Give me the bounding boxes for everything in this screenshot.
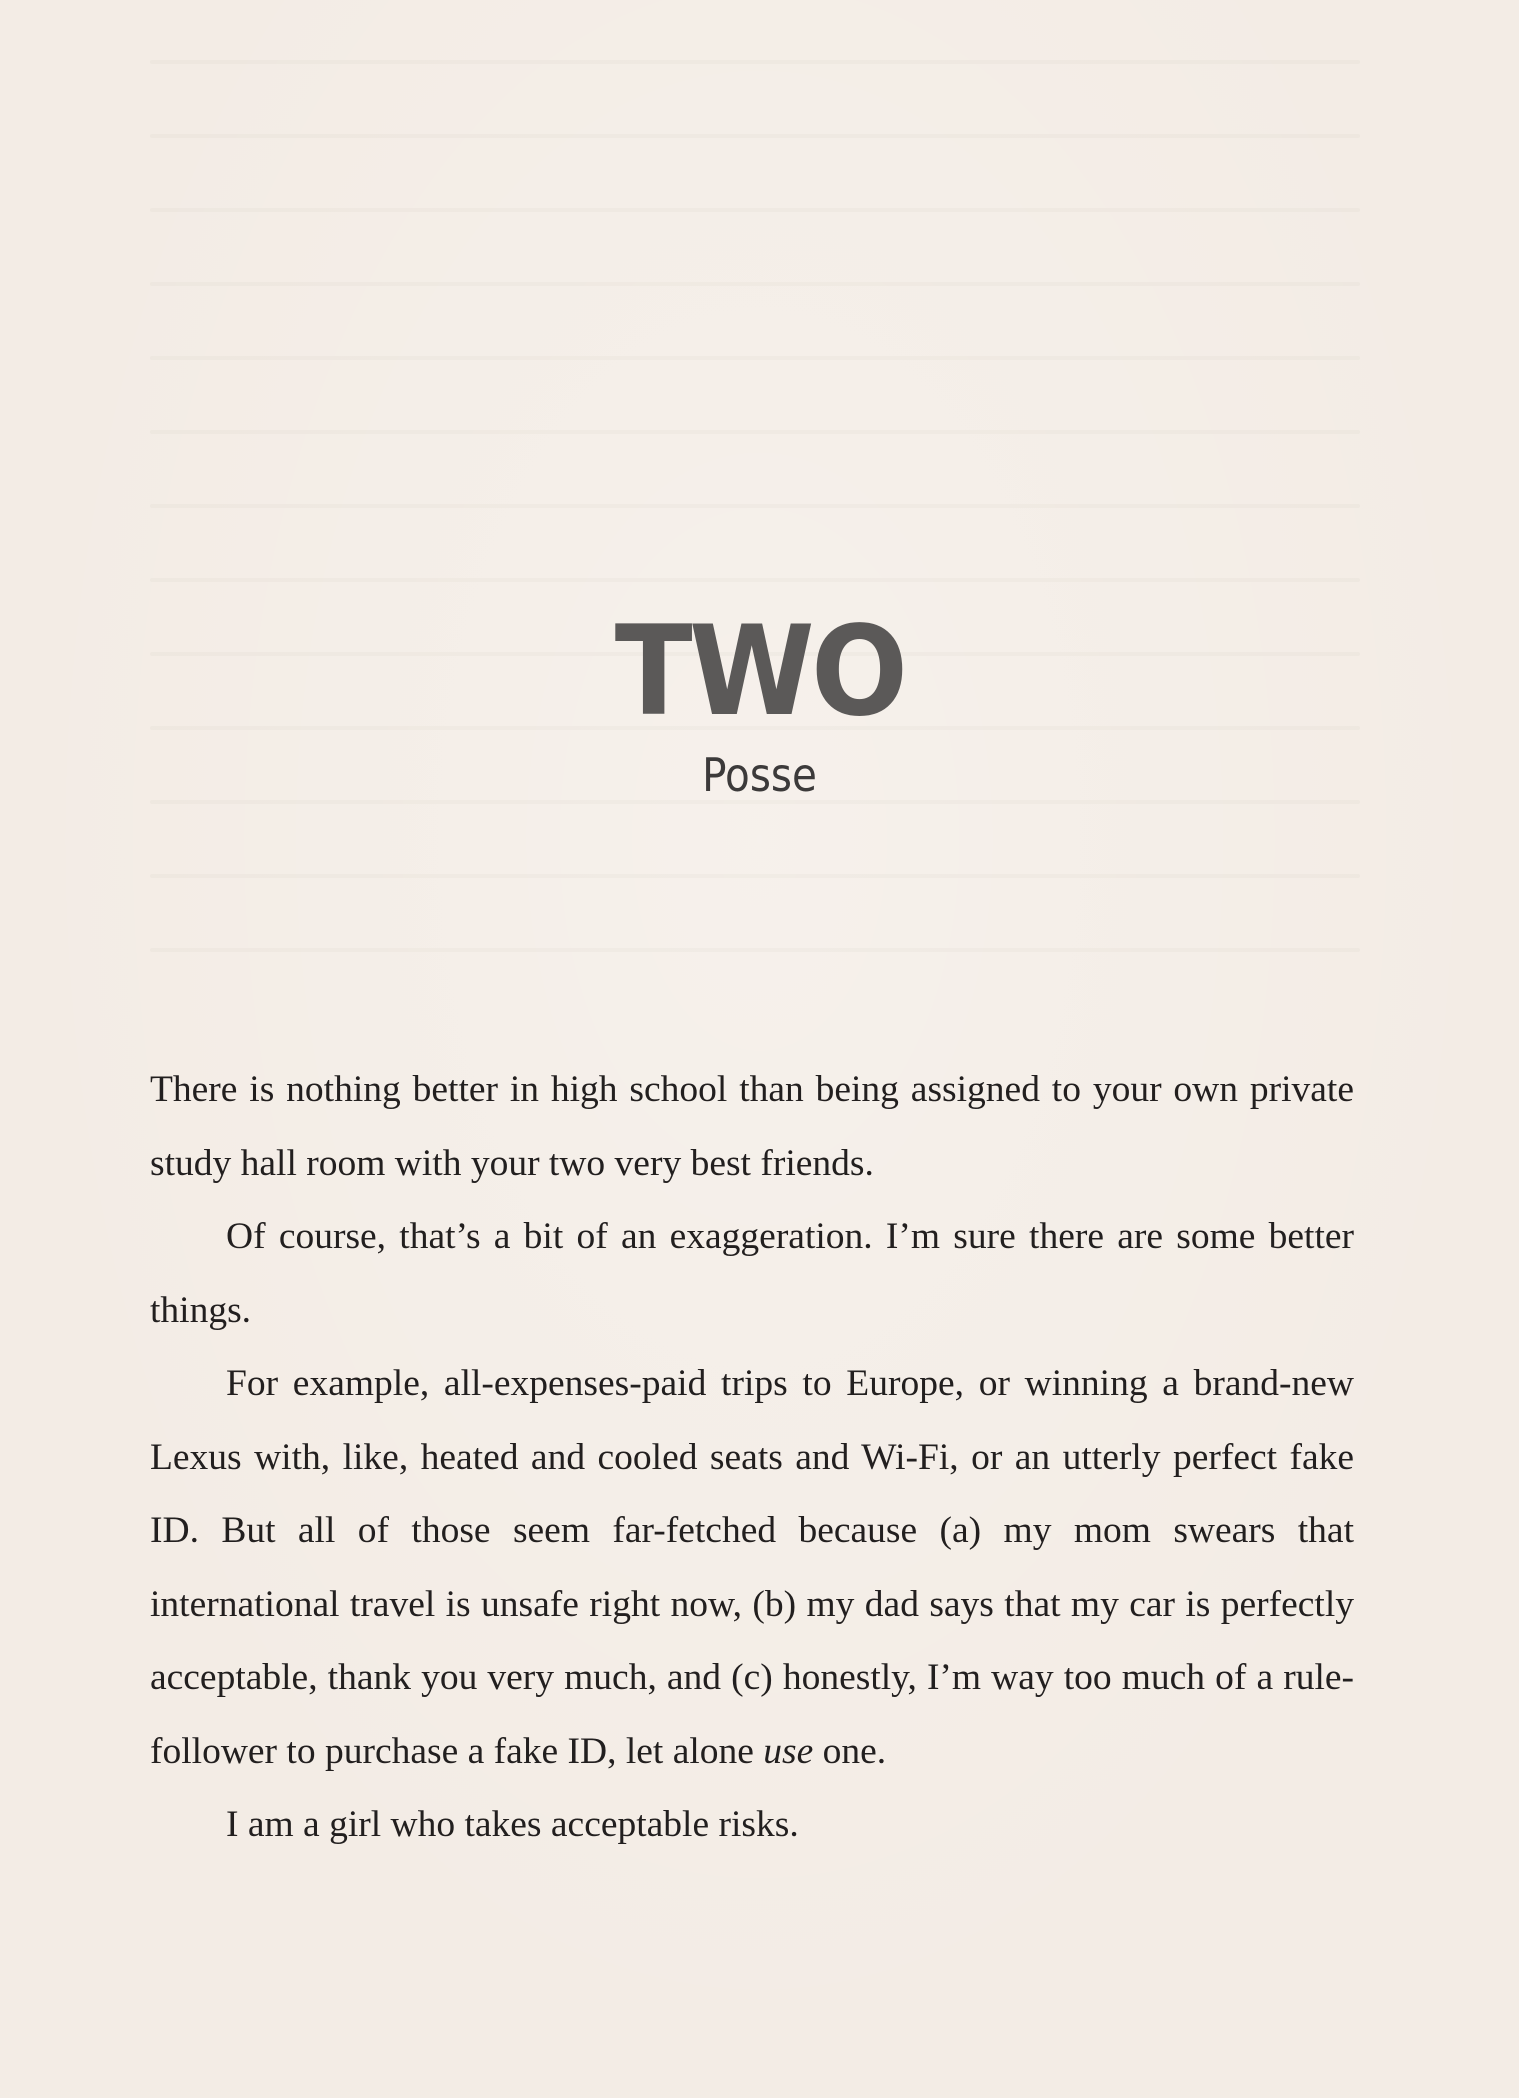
chapter-number: TWO xyxy=(614,600,905,744)
chapter-title: Posse xyxy=(702,748,817,802)
show-through-line xyxy=(150,134,1360,138)
show-through-line xyxy=(150,282,1360,286)
show-through-line xyxy=(150,430,1360,434)
paragraph-1: There is nothing better in high school than being assigned to your own private study hall room with your two very best friends. xyxy=(150,1069,1354,1184)
paragraph-3-tail: one. xyxy=(813,1730,887,1772)
paragraph-3-emphasis: use xyxy=(763,1730,814,1772)
paragraph-3 xyxy=(150,1347,1354,1788)
show-through-line xyxy=(150,60,1360,64)
paragraph-3-text: For example, all-expenses-paid trips to Europe, or winning a brand-new Lexus with, like, heated and cooled seats and Wi-Fi, or an utterly perfect fake ID. But all of those seem far-fetched because (a) my mom swears that international travel is unsafe right now, (b) my dad says that my car is perfectly acceptable, thank you very much, and (c) honestly, I’m way too much of a rule-follower to purchase a fake ID, let alone xyxy=(150,1363,1354,1772)
show-through-line xyxy=(150,874,1360,878)
paragraph-4: I am a girl who takes acceptable risks. xyxy=(226,1804,799,1845)
show-through-line xyxy=(150,504,1360,508)
show-through-line xyxy=(150,578,1360,582)
chapter-body xyxy=(150,1053,1354,1862)
show-through-line xyxy=(150,208,1360,212)
show-through-line xyxy=(150,948,1360,952)
show-through-line xyxy=(150,356,1360,360)
paragraph-2: Of course, that’s a bit of an exaggeration. I’m sure there are some better things. xyxy=(150,1216,1354,1331)
